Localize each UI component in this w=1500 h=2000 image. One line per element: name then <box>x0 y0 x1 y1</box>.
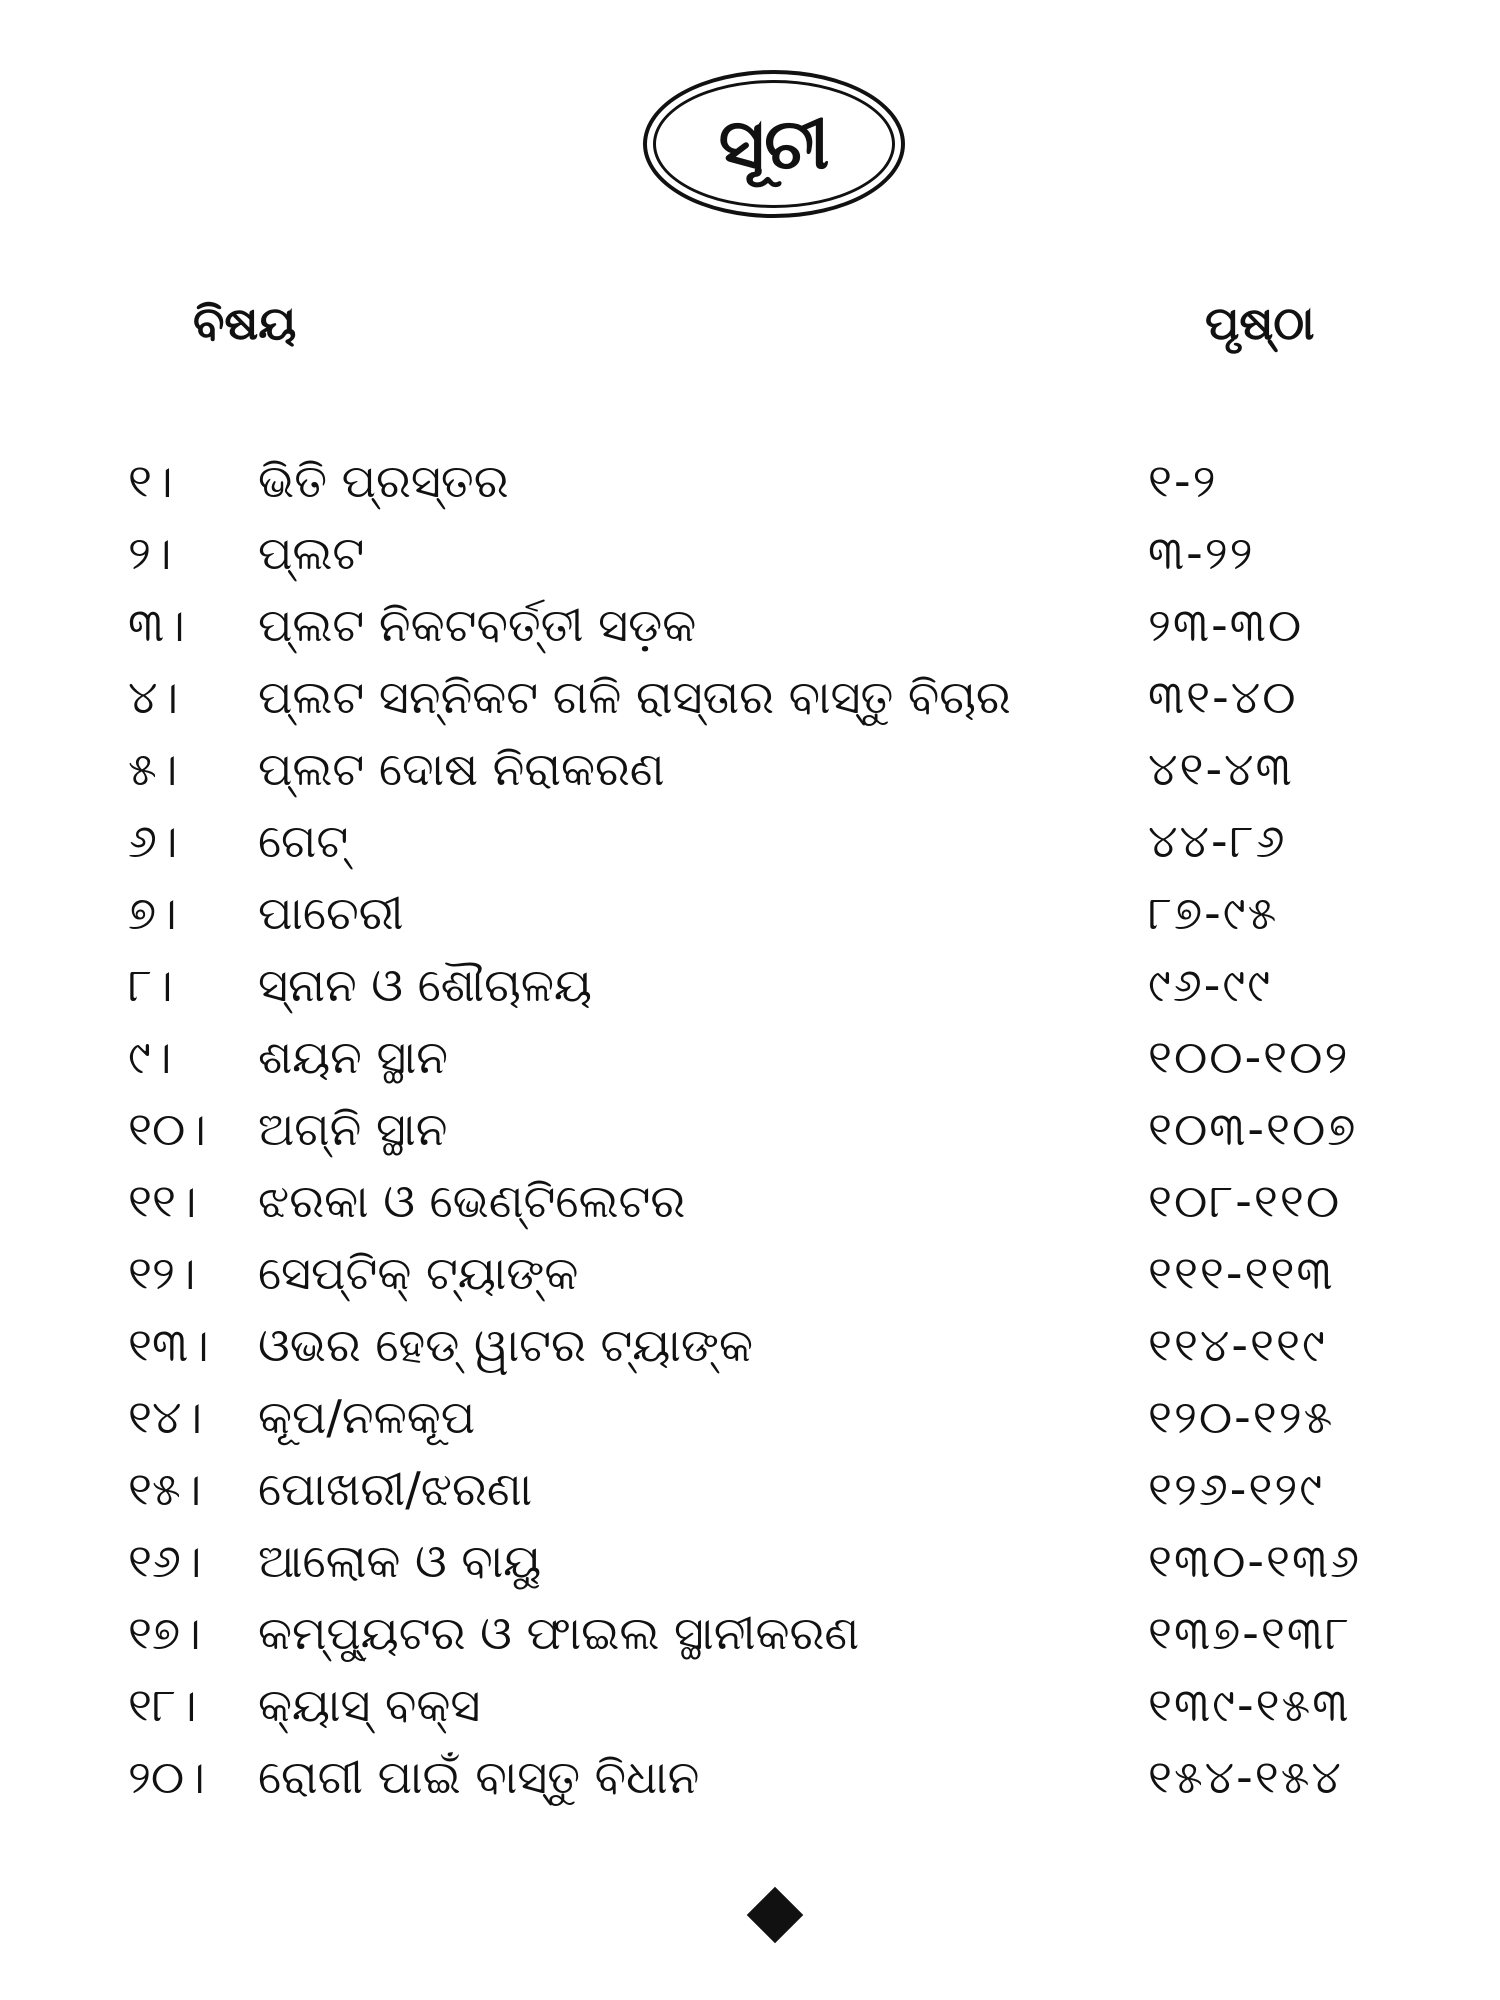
toc-entry <box>0 1669 1500 1741</box>
toc-entry-title: ଆଲୋକ ଓ ବାୟୁ <box>258 1534 542 1588</box>
toc-entry-number: ୧୬। <box>128 1534 202 1588</box>
toc-entry <box>0 1093 1500 1165</box>
title-badge <box>643 70 905 218</box>
toc-entry <box>0 517 1500 589</box>
toc-entry <box>0 1381 1500 1453</box>
toc-entry-number: ୯। <box>128 1030 172 1084</box>
toc-entry-number: ୩। <box>128 598 185 652</box>
toc-entry-pages: ୧୩୦-୧୩୬ <box>1148 1534 1362 1588</box>
toc-entry-pages: ୧୩୭-୧୩୮ <box>1148 1606 1352 1660</box>
toc-entry <box>0 1021 1500 1093</box>
toc-entry-number: ୨। <box>128 526 172 580</box>
toc-entry-pages: ୧୨୦-୧୨୫ <box>1148 1390 1335 1444</box>
toc-entry-number: ୧୩। <box>128 1318 209 1372</box>
toc-entry-pages: ୧୫୪-୧୫୪ <box>1148 1750 1343 1804</box>
toc-entry <box>0 877 1500 949</box>
toc-entry-title: ଓଭର ହେଡ୍ ୱାଟର ଟ୍ୟାଙ୍କ <box>258 1318 753 1372</box>
toc-entry-pages: ୧୨୬-୧୨୯ <box>1148 1462 1325 1516</box>
page-column-header: ପୃଷ୍ଠା <box>1205 296 1315 350</box>
toc-entry-pages: ୧-୨ <box>1148 454 1218 508</box>
toc-entry-number: ୫। <box>128 742 178 796</box>
toc-entry-title: କମ୍ପ୍ୟୁଟର ଓ ଫାଇଲ ସ୍ଥାନୀକରଣ <box>258 1606 860 1660</box>
toc-entry-number: ୧୮। <box>128 1678 197 1732</box>
subject-column-header: ବିଷୟ <box>193 296 297 350</box>
toc-entry-number: ୧୧। <box>128 1174 197 1228</box>
page-title: ସୂଚୀ <box>718 103 830 185</box>
toc-entry-number: ୧୭। <box>128 1606 201 1660</box>
toc-entry-title: ଗେଟ୍ <box>258 814 349 868</box>
toc-entry-number: ୭। <box>128 886 177 940</box>
toc-entry-pages: ୩-୨୨ <box>1148 526 1255 580</box>
toc-entry <box>0 1237 1500 1309</box>
diamond-ornament-icon <box>747 1887 804 1944</box>
toc-entry <box>0 1525 1500 1597</box>
toc-entry-pages: ୯୬-୯୯ <box>1148 958 1273 1012</box>
toc-entry-pages: ୩୧-୪୦ <box>1148 670 1298 724</box>
toc-entry-pages: ୧୦୮-୧୧୦ <box>1148 1174 1342 1228</box>
toc-list <box>0 445 1500 1813</box>
toc-entry <box>0 1165 1500 1237</box>
toc-entry-pages: ୮୭-୯୫ <box>1148 886 1279 940</box>
toc-entry-title: ସେପ୍‌ଟିକ୍ ଟ୍ୟାଙ୍କ <box>258 1246 579 1300</box>
toc-entry-number: ୧୫। <box>128 1462 202 1516</box>
toc-entry-title: କୂପ/ନଳକୂପ <box>258 1390 476 1444</box>
toc-entry-title: ରୋଗୀ ପାଇଁ ବାସ୍ତୁ ବିଧାନ <box>258 1750 700 1804</box>
toc-entry-title: ଭିତି ପ୍ରସ୍ତର <box>258 454 509 508</box>
toc-entry-title: ପ୍ଲଟ ସନ୍ନିକଟ ଗଳି ରାସ୍ତାର ବାସ୍ତୁ ବିଚାର <box>258 670 1011 724</box>
toc-entry-number: ୧। <box>128 454 173 508</box>
toc-entry <box>0 949 1500 1021</box>
toc-entry-title: ପାଚେରୀ <box>258 886 404 940</box>
toc-entry <box>0 1309 1500 1381</box>
toc-entry-title: ପ୍ଲଟ ଦୋଷ ନିରାକରଣ <box>258 742 665 796</box>
toc-entry-number: ୨୦। <box>128 1750 205 1804</box>
toc-entry <box>0 733 1500 805</box>
toc-entry-number: ୪। <box>128 670 179 724</box>
toc-entry <box>0 661 1500 733</box>
toc-entry-title: କ୍ୟାସ୍ ବକ୍ସ <box>258 1678 481 1732</box>
toc-entry-pages: ୧୧୪-୧୧୯ <box>1148 1318 1327 1372</box>
toc-entry-pages: ୧୩୯-୧୫୩ <box>1148 1678 1351 1732</box>
toc-entry-title: ଶୟନ ସ୍ଥାନ <box>258 1030 448 1084</box>
toc-entry <box>0 1741 1500 1813</box>
toc-entry <box>0 589 1500 661</box>
toc-entry-pages: ୧୧୧-୧୧୩ <box>1148 1246 1335 1300</box>
toc-entry-number: ୬। <box>128 814 178 868</box>
toc-entry-number: ୧୨। <box>128 1246 196 1300</box>
toc-entry-pages: ୪୪-୮୬ <box>1148 814 1287 868</box>
toc-entry-pages: ୧୦୩-୧୦୭ <box>1148 1102 1358 1156</box>
toc-entry-pages: ୪୧-୪୩ <box>1148 742 1294 796</box>
toc-entry-title: ସ୍ନାନ ଓ ଶୌଚାଳୟ <box>258 958 592 1012</box>
toc-entry-pages: ୨୩-୩୦ <box>1148 598 1304 652</box>
toc-entry <box>0 1453 1500 1525</box>
toc-entry <box>0 445 1500 517</box>
toc-entry-number: ୧୪। <box>128 1390 203 1444</box>
toc-entry-number: ୧୦। <box>128 1102 206 1156</box>
toc-entry <box>0 805 1500 877</box>
toc-entry-title: ଝରକା ଓ ଭେଣ୍ଟିଲେଟର <box>258 1174 686 1228</box>
toc-entry-title: ପ୍ଲଟ ନିକଟବର୍ତ୍ତୀ ସଡ଼କ <box>258 598 697 652</box>
toc-entry-pages: ୧୦୦-୧୦୨ <box>1148 1030 1350 1084</box>
toc-entry-number: ୮। <box>128 958 173 1012</box>
toc-entry <box>0 1597 1500 1669</box>
toc-entry-title: ପ୍ଲଟ <box>258 526 365 580</box>
toc-entry-title: ପୋଖରୀ/ଝରଣା <box>258 1462 533 1516</box>
toc-entry-title: ଅଗ୍ନି ସ୍ଥାନ <box>258 1102 448 1156</box>
